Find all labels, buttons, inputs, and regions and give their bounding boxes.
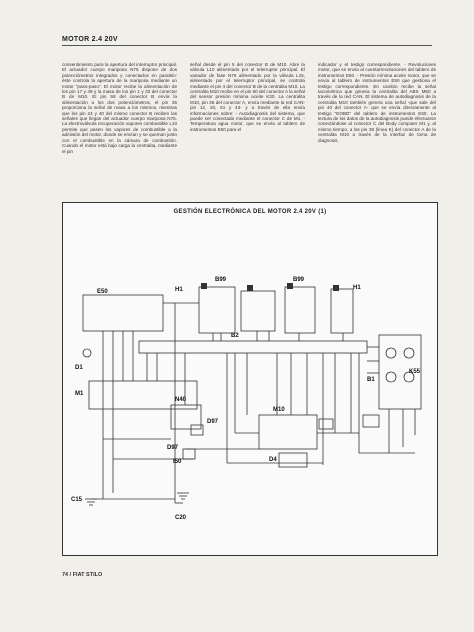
wiring-diagram-svg [63, 203, 439, 557]
label-i50: I50 [173, 459, 182, 465]
relay-box-4 [331, 289, 353, 333]
label-c20: C20 [175, 515, 187, 521]
ecu-connector-strip [139, 341, 367, 353]
column-text: señal desde el pin 5 del conector B de M10. Abre la válvula L10 alimentado por el telerruptor principal. El variador de fase N76 alimentado por la válvula L15, alimentado por el telerruptor principal, se controla mediante el pin 4 del conector B de la centralita M10. La centralita M10 recibe en el pin 60 del conector A la señal del sensor presión mínima aceite K30. La centralita M10, pin 36 del conector A, envía mediante la red CAN-pin 12, 20, 61 y 43- y a través de ella envía informaciones sobre: - Autodiagnosis del sistema, que puede ser conectada mediante el conector C de M1. - Temperatura agua motor, que se envía al tablero de instrumentos E50 para el [190, 62, 305, 132]
sensor-circle [404, 348, 414, 358]
label-e50: E50 [97, 289, 108, 295]
ecu-box [259, 415, 317, 449]
label-h1: H1 [175, 287, 183, 293]
relay-box-1 [199, 287, 235, 333]
column-text: consentimiento para la apertura del interruptor principal. El actuador cuerpo mariposa N75 dispone de dos potenciómetros integrados y conectados en paralelo: éste controla la apertura de la mariposa mediante un motor "paso-paso". El motor recibe la alimentación de los pin 17 y 49 y la masa de los pin 1 y 33 del conector B de M10. El pin 58 del conector B envía la alimentación a los dos potenciómetros, el pin 35 proporciona la señal de masa a los mismos, mientras que los pin 24 y 40 del mismo conector B reciben las señales que llegan del actuador cuerpo mariposa N75. La electroválvula recuperación vapores combustible L10 permite que pasen los vapores de combustible a la admisión del motor, donde se envían y se queman junto con el combustible en la cámara de combustión. Cuando el motor está bajo carga la centralita, mediante el pin [62, 62, 177, 154]
text-column-1 [62, 62, 177, 198]
label-b99: B99 [293, 277, 305, 283]
section-header: MOTOR 2.4 20V [62, 36, 432, 46]
label-m1: M1 [75, 391, 84, 397]
text-column-2 [190, 62, 305, 198]
label-d97: D97 [167, 445, 179, 451]
relay-box-2 [285, 287, 315, 333]
label-d4: D4 [269, 457, 277, 463]
label-d97: D97 [207, 419, 219, 425]
column-text: indicador y el testigo correspondiente. - Revoluciones motor, que se envía al cuentarrevoluciones del tablero de instrumentos E50. - Presión mínima aceite motor, que se envía al tablero de instrumentos E50 que gestiona el testigo correspondiente. En cambio recibe la señal tacométrica que genera la centralita del ABS M50 a través de la red CAN. El sistema de autodiagnosis de la centralita M10 también genera una señal -que sale del pin 40 del conector A- que se envía directamente al testigo "EOBD" del tablero de instrumentos E50. La lectura de los datos de la autodiagnosis puede efectuarse conectándose al conector C del Body computer M1 y, al mismo tiempo, a los pin 38 (línea K) del conector A de la centralita M10 a través de la interfaz de toma de diagnosis. [318, 62, 436, 143]
label-n40: N40 [175, 397, 187, 403]
instrument-panel-box [83, 295, 163, 331]
label-k55: K55 [409, 369, 421, 375]
sensor-circle [386, 372, 396, 382]
diagram-title: GESTIÓN ELECTRÓNICA DEL MOTOR 2.4 20V (1) [173, 209, 327, 215]
label-b2: B2 [231, 333, 239, 339]
relay-box-3 [241, 291, 275, 331]
label-d1: D1 [75, 365, 83, 371]
wiring-diagram [62, 202, 438, 556]
label-m10: M10 [273, 407, 285, 413]
label-h1: H1 [353, 285, 361, 291]
page-footer: 74 / FIAT STILO [62, 572, 103, 578]
label-c15: C15 [71, 497, 83, 503]
label-b1: B1 [367, 377, 375, 383]
sensor-circle [386, 348, 396, 358]
text-column-3 [318, 62, 436, 198]
label-b99: B99 [215, 277, 227, 283]
